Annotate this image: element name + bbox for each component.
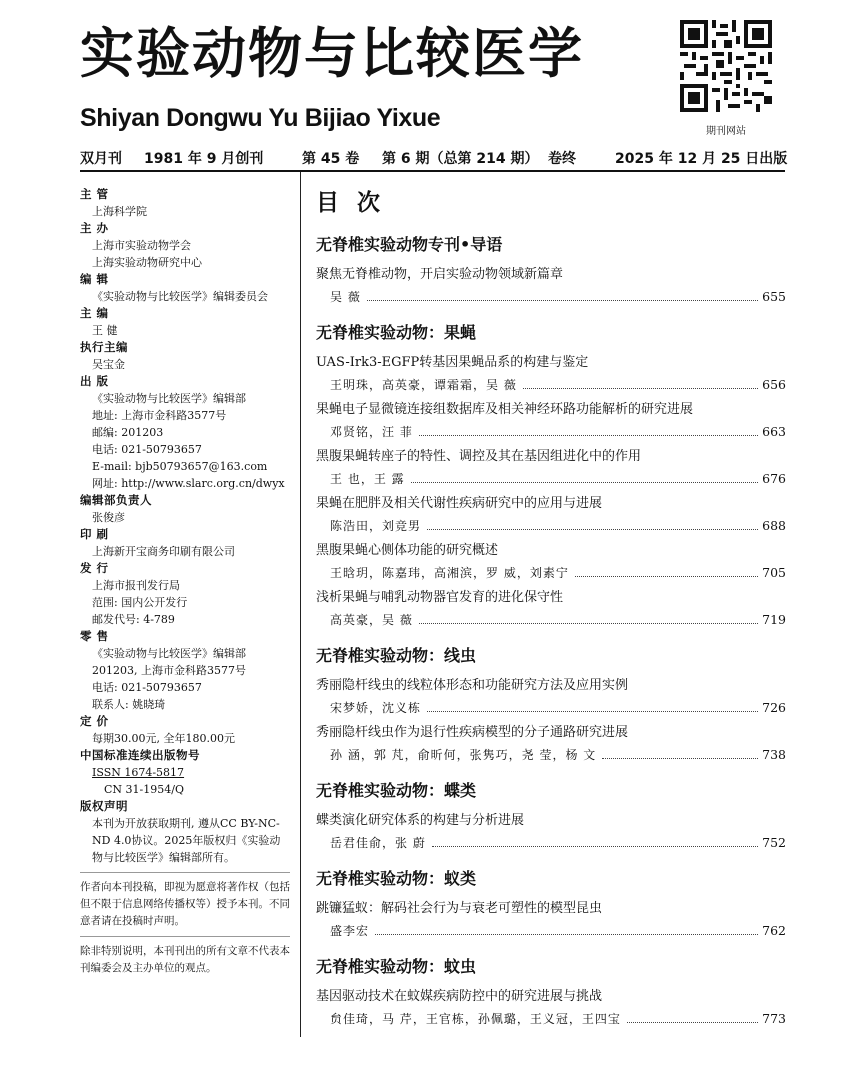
sidebar-address: 201203, 上海市金科路3577号	[92, 664, 246, 677]
sidebar-phone: 电话: 021-50793657	[92, 681, 202, 694]
sidebar-value: 上海市实验动物学会	[92, 239, 191, 252]
article-byline	[316, 562, 786, 584]
sidebar-value: 邮发代号: 4-789	[92, 613, 175, 626]
article-byline	[316, 697, 786, 719]
article-byline	[316, 832, 786, 854]
article-title[interactable]: 蝶类演化研究体系的构建与分析进展	[316, 813, 525, 828]
sidebar-label: 发 行	[80, 561, 109, 575]
cn-number: CN 31-1954/Q	[104, 783, 184, 796]
sidebar-section	[80, 220, 290, 271]
sidebar-value: 吴宝金	[92, 358, 125, 371]
sidebar-value: 上海科学院	[92, 205, 147, 218]
article-title[interactable]: 秀丽隐杆线虫作为退行性疾病模型的分子通路研究进展	[316, 725, 629, 740]
article-title[interactable]: 基因驱动技术在蚊媒疾病防控中的研究进展与挑战	[316, 989, 603, 1004]
sidebar-label: 版权声明	[80, 799, 128, 813]
sidebar-value: 《实验动物与比较医学》编辑部	[92, 392, 246, 405]
sidebar-price: 每期30.00元, 全年180.00元	[92, 732, 235, 745]
article-page: 738	[762, 747, 786, 762]
article-authors: 孙 涵，郭 芃，俞昕何，张隽巧，尧 莹，杨 文	[330, 748, 597, 762]
toc-article[interactable]	[316, 722, 786, 766]
article-page: 773	[762, 1011, 786, 1026]
sidebar-email-link[interactable]: E-mail: bjb50793657@163.com	[92, 460, 268, 473]
issue-number: 第 6 期（总第 214 期）	[382, 151, 539, 167]
toc-article[interactable]	[316, 986, 786, 1030]
article-authors: 王明珠，高英豪，谭霜霜，吴 薇	[330, 378, 517, 392]
leader-dots	[427, 711, 758, 712]
sidebar-section	[80, 186, 290, 220]
article-byline	[316, 286, 786, 308]
column-divider	[300, 172, 301, 1037]
issn-number: ISSN 1674-5817	[92, 766, 185, 779]
toc-article[interactable]	[316, 264, 786, 308]
toc-section-title: 无脊椎实验动物：果蝇	[316, 323, 477, 342]
sidebar-section	[80, 798, 290, 866]
leader-dots	[575, 576, 758, 577]
sidebar-section	[80, 628, 290, 713]
frequency: 双月刊	[80, 151, 122, 167]
article-page: 726	[762, 700, 786, 715]
article-authors: 盛李宏	[330, 924, 370, 938]
sidebar-contact: 联系人: 姚晓琦	[92, 698, 166, 711]
article-page: 688	[762, 518, 786, 533]
sidebar-value: 范围: 国内公开发行	[92, 596, 188, 609]
sidebar-postcode: 邮编: 201203	[92, 426, 164, 439]
article-page: 752	[762, 835, 786, 850]
toc-article[interactable]	[316, 810, 786, 854]
sidebar-label: 主 办	[80, 221, 109, 235]
sidebar-value: 上海市报刊发行局	[92, 579, 180, 592]
sidebar-section	[80, 713, 290, 747]
table-of-contents	[316, 226, 786, 1033]
sidebar-value: 王 健	[92, 324, 118, 337]
article-authors: 贠佳琦，马 芹，王官栋，孙佩璐，王义冠，王四宝	[330, 1012, 621, 1026]
volume-end-mark: 卷终	[548, 151, 576, 167]
article-title[interactable]: 跳镰猛蚁：解码社会行为与衰老可塑性的模型昆虫	[316, 901, 603, 916]
article-authors: 王晗玥，陈嘉玮，高湘滨，罗 威，刘素宁	[330, 566, 569, 580]
sidebar-section	[80, 526, 290, 560]
article-authors: 陈浩田，刘竞男	[330, 519, 422, 533]
founded-date: 1981 年 9 月创刊	[144, 151, 264, 167]
article-authors: 吴 薇	[330, 290, 361, 304]
leader-dots	[432, 846, 758, 847]
toc-article[interactable]	[316, 352, 786, 396]
article-byline	[316, 920, 786, 942]
leader-dots	[627, 1022, 758, 1023]
copyright-text: 本刊为开放获取期刊, 遵从CC BY-NC-ND 4.0协议。2025年版权归《实验动物与比较医学》编辑部所有。	[92, 817, 281, 864]
toc-section-title: 无脊椎实验动物：线虫	[316, 646, 477, 665]
toc-article[interactable]	[316, 587, 786, 631]
article-authors: 高英豪，吴 薇	[330, 613, 413, 627]
sidebar-section	[80, 305, 290, 339]
sidebar-label: 编 辑	[80, 272, 109, 286]
sidebar-section	[80, 339, 290, 373]
sidebar-divider	[80, 936, 290, 937]
article-page: 719	[762, 612, 786, 627]
toc-section-title: 无脊椎实验动物：蚁类	[316, 869, 477, 888]
article-title[interactable]: 黑腹果蝇心侧体功能的研究概述	[316, 543, 499, 558]
toc-article[interactable]	[316, 898, 786, 942]
article-byline	[316, 421, 786, 443]
toc-section-title: 无脊椎实验动物专刊•导语	[316, 235, 503, 254]
journal-title-en: Shiyan Dongwu Yu Bijiao Yixue	[80, 104, 441, 132]
submission-note: 作者向本刊投稿，即视为愿意将著作权（包括但不限于信息网络传播权等）授予本刊。不同意者请在投稿时声明。	[80, 881, 290, 927]
sidebar-phone: 电话: 021-50793657	[92, 443, 202, 456]
leader-dots	[427, 529, 758, 530]
article-authors: 岳君佳俞，张 蔚	[330, 836, 426, 850]
article-title[interactable]: 浅析果蝇与哺乳动物器官发育的进化保守性	[316, 590, 564, 605]
article-page: 663	[762, 424, 786, 439]
sidebar-label: 编辑部负责人	[80, 493, 152, 507]
publish-date: 2025 年 12 月 25 日出版	[615, 151, 788, 167]
sidebar-label: 零 售	[80, 629, 109, 643]
article-authors: 王 也，王 露	[330, 472, 405, 486]
article-title[interactable]: 果蝇在肥胖及相关代谢性疾病研究中的应用与进展	[316, 496, 603, 511]
qr-caption: 期刊网站	[706, 126, 746, 137]
sidebar-label: 执行主编	[80, 340, 128, 354]
journal-title-cn: 实验动物与比较医学	[80, 21, 584, 85]
sidebar-section	[80, 271, 290, 305]
sidebar-address: 地址: 上海市金科路3577号	[92, 409, 227, 422]
leader-dots	[375, 934, 758, 935]
article-title[interactable]: UAS-Irk3-EGFP转基因果蝇品系的构建与鉴定	[316, 355, 589, 370]
toc-article[interactable]	[316, 446, 786, 490]
sidebar-value: 张俊彦	[92, 511, 125, 524]
disclaimer-note: 除非特别说明，本刊刊出的所有文章不代表本刊编委会及主办单位的观点。	[80, 945, 290, 974]
volume-number: 第 45 卷	[302, 151, 360, 167]
article-title[interactable]: 秀丽隐杆线虫的线粒体形态和功能研究方法及应用实例	[316, 678, 629, 693]
sidebar-value: 上海新开宝商务印刷有限公司	[92, 545, 235, 558]
sidebar-section	[80, 747, 290, 798]
toc-article[interactable]	[316, 540, 786, 584]
article-page: 655	[762, 289, 786, 304]
sidebar-label: 出 版	[80, 374, 109, 388]
sidebar-section	[80, 492, 290, 526]
qr-code-icon[interactable]	[680, 20, 772, 112]
article-byline	[316, 374, 786, 396]
sidebar-label: 主 管	[80, 187, 109, 201]
article-title[interactable]: 果蝇电子显微镜连接组数据库及相关神经环路功能解析的研究进展	[316, 402, 694, 417]
sidebar-value: 上海实验动物研究中心	[92, 256, 202, 269]
article-page: 762	[762, 923, 786, 938]
leader-dots	[523, 388, 758, 389]
sidebar-divider	[80, 872, 290, 873]
leader-dots	[411, 482, 759, 483]
header-rule	[80, 170, 785, 172]
article-authors: 邓贤铭，汪 菲	[330, 425, 413, 439]
sidebar-website-link[interactable]: 网址: http://www.slarc.org.cn/dwyx	[92, 477, 285, 490]
sidebar-label: 主 编	[80, 306, 109, 320]
masthead-sidebar	[80, 186, 290, 977]
article-page: 705	[762, 565, 786, 580]
sidebar-section	[80, 373, 290, 492]
sidebar-label: 定 价	[80, 714, 109, 728]
sidebar-section	[80, 560, 290, 628]
sidebar-value: 《实验动物与比较医学》编辑部	[92, 647, 246, 660]
sidebar-label: 中国标准连续出版物号	[80, 748, 200, 762]
leader-dots	[367, 300, 758, 301]
leader-dots	[419, 623, 758, 624]
toc-heading: 目次	[316, 190, 398, 216]
article-title[interactable]: 黑腹果蝇转座子的特性、调控及其在基因组进化中的作用	[316, 449, 642, 464]
toc-article[interactable]	[316, 493, 786, 537]
article-byline	[316, 468, 786, 490]
article-page: 656	[762, 377, 786, 392]
article-page: 676	[762, 471, 786, 486]
leader-dots	[419, 435, 758, 436]
toc-section-title: 无脊椎实验动物：蝶类	[316, 781, 477, 800]
article-byline	[316, 744, 786, 766]
toc-article[interactable]	[316, 399, 786, 443]
article-byline	[316, 1008, 786, 1030]
article-byline	[316, 515, 786, 537]
article-title[interactable]: 聚焦无脊椎动物，开启实验动物领域新篇章	[316, 267, 564, 282]
leader-dots	[602, 758, 758, 759]
sidebar-value: 《实验动物与比较医学》编辑委员会	[92, 290, 268, 303]
sidebar-label: 印 刷	[80, 527, 109, 541]
toc-section-title: 无脊椎实验动物：蚊虫	[316, 957, 477, 976]
toc-article[interactable]	[316, 675, 786, 719]
article-authors: 宋梦娇，沈义栋	[330, 701, 422, 715]
article-byline	[316, 609, 786, 631]
